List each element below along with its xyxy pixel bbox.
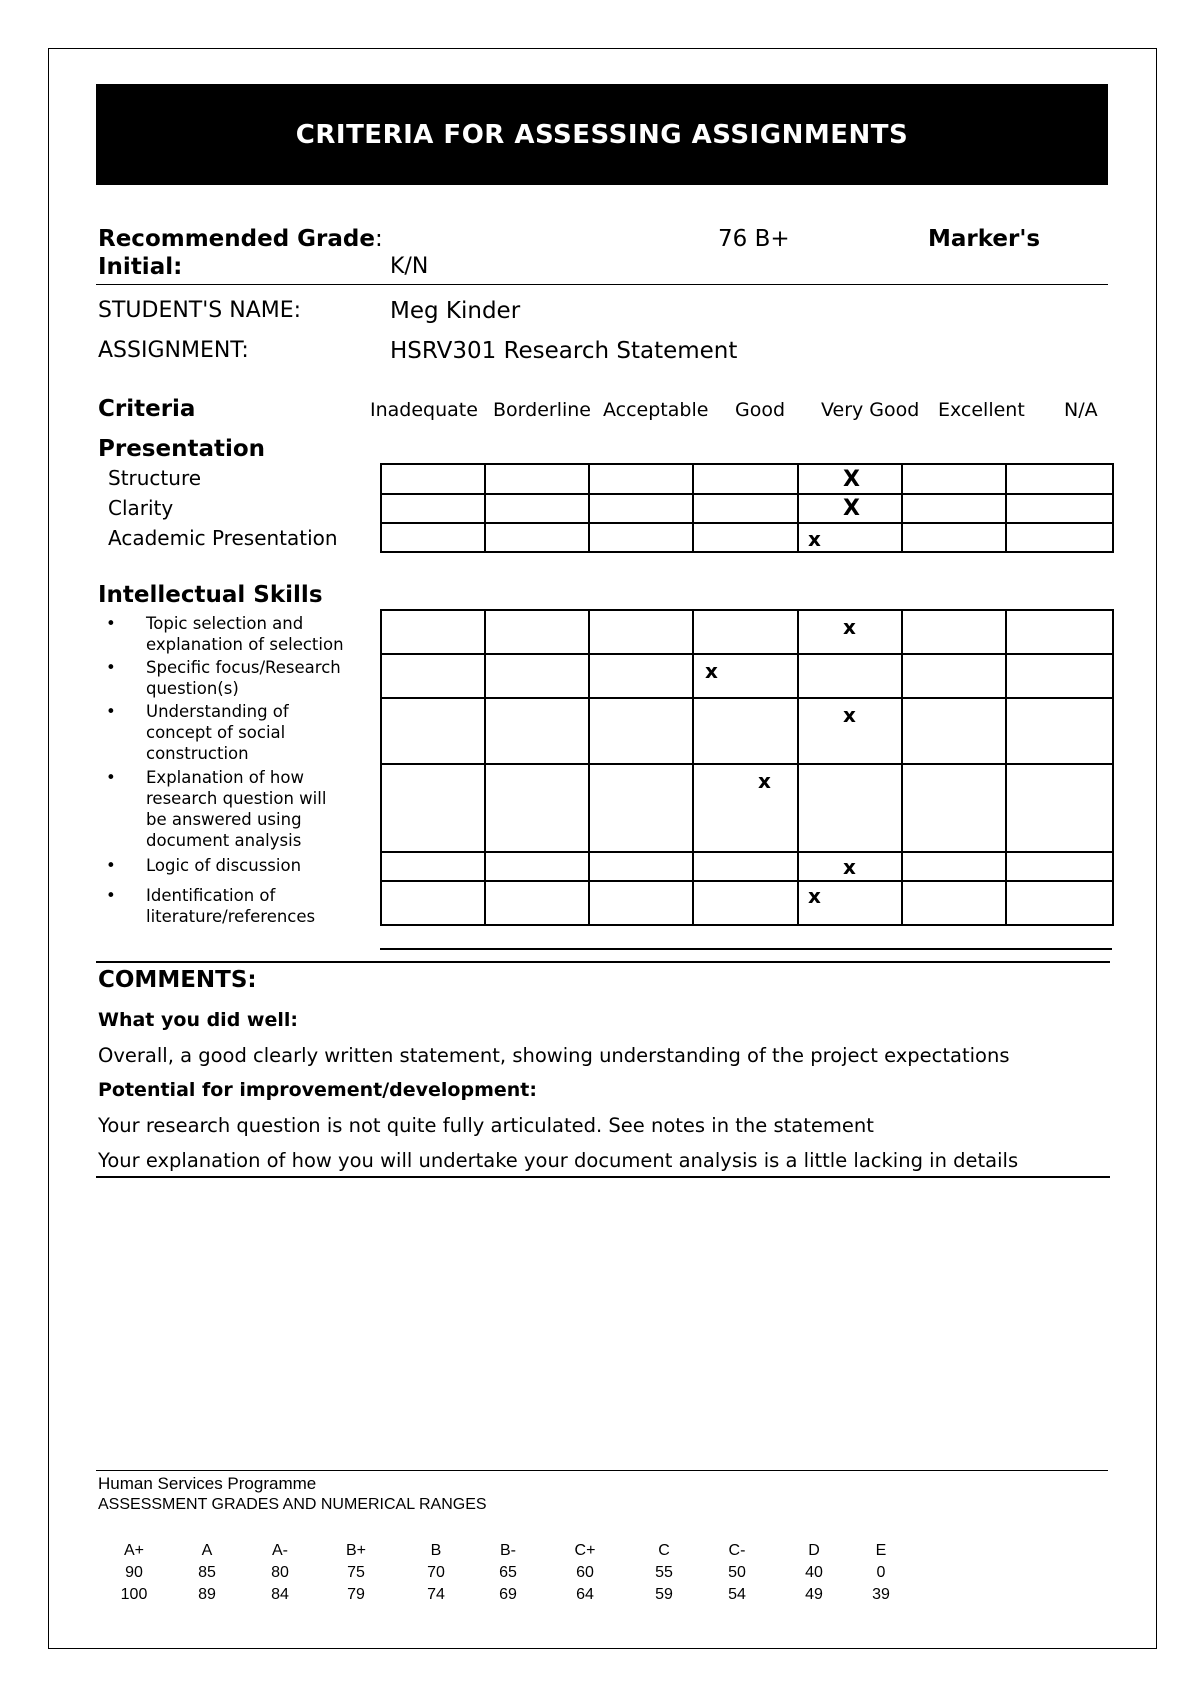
rating-cell[interactable] — [693, 610, 798, 654]
grade-letter: A- — [272, 1542, 288, 1559]
col-head-excellent: Excellent — [938, 399, 1025, 421]
assignment-label: ASSIGNMENT: — [98, 338, 249, 363]
col-head-good: Good — [735, 399, 786, 421]
rating-mark: x — [843, 703, 856, 727]
rating-row — [381, 654, 1113, 698]
rating-cell[interactable] — [798, 852, 902, 881]
intellectual-skills-heading: Intellectual Skills — [98, 582, 323, 608]
improve-label: Potential for improvement/development: — [98, 1079, 537, 1101]
rating-cell[interactable] — [693, 464, 798, 494]
grade-max: 89 — [198, 1586, 216, 1603]
grade-column — [182, 1540, 232, 1606]
rating-cell[interactable] — [902, 852, 1006, 881]
grade-column — [560, 1540, 610, 1606]
intellectual-rating-grid — [380, 609, 1114, 926]
criterion-specific-focus: Specific focus/Research question(s) — [146, 658, 341, 698]
bullet: • — [106, 768, 116, 787]
grade-min: 90 — [125, 1564, 143, 1581]
recommended-grade-colon: : — [375, 226, 383, 252]
bullet: • — [106, 702, 116, 721]
grade-min: 65 — [499, 1564, 517, 1581]
criterion-clarity: Clarity — [108, 496, 174, 520]
rating-cell[interactable] — [693, 494, 798, 523]
grade-max: 100 — [120, 1586, 148, 1603]
rating-cell[interactable] — [902, 523, 1006, 552]
assignment-value: HSRV301 Research Statement — [390, 338, 738, 364]
programme-name: Human Services Programme — [98, 1474, 317, 1493]
rating-cell[interactable] — [589, 698, 693, 764]
grade-column — [639, 1540, 689, 1606]
rating-cell[interactable] — [902, 698, 1006, 764]
rating-mark: x — [705, 659, 718, 683]
rating-cell[interactable] — [381, 464, 485, 494]
grade-letter: C — [658, 1542, 670, 1559]
rating-mark: x — [843, 615, 856, 639]
grade-max: 79 — [347, 1586, 365, 1603]
rating-cell[interactable] — [798, 523, 902, 552]
criteria-heading: Criteria — [98, 396, 196, 422]
rating-row — [381, 764, 1113, 852]
criterion-logic: Logic of discussion — [146, 856, 302, 875]
grade-min: 75 — [347, 1564, 365, 1581]
grade-letter: B+ — [345, 1542, 366, 1559]
rating-mark: x — [758, 769, 771, 793]
recommended-grade-row — [98, 226, 383, 252]
criterion-literature: Identification of literature/references — [146, 886, 316, 926]
grade-letter: E — [875, 1542, 887, 1559]
grade-max: 49 — [805, 1586, 823, 1603]
rating-cell[interactable] — [1006, 610, 1113, 654]
rating-cell[interactable] — [485, 654, 589, 698]
criterion-document-analysis: Explanation of how research question will be answered using document analysis — [146, 768, 327, 850]
rating-row — [381, 698, 1113, 764]
grade-max: 39 — [872, 1586, 890, 1603]
rating-cell[interactable] — [798, 464, 902, 494]
did-well-text: Overall, a good clearly written statement, showing understanding of the project expectations — [98, 1044, 1010, 1067]
col-head-na: N/A — [1064, 399, 1098, 421]
grade-column — [712, 1540, 762, 1606]
rating-cell[interactable] — [589, 494, 693, 523]
grade-letter: B — [430, 1542, 442, 1559]
col-head-acceptable: Acceptable — [603, 399, 709, 421]
rating-cell[interactable] — [485, 881, 589, 925]
rating-cell[interactable] — [902, 881, 1006, 925]
divider — [380, 948, 1112, 950]
rating-cell[interactable] — [381, 610, 485, 654]
improve-line-1: Your research question is not quite fully articulated. See notes in the statement — [98, 1114, 874, 1137]
markers-label: Marker's — [928, 226, 1041, 252]
markers-initial-value: K/N — [390, 254, 429, 279]
rating-cell[interactable] — [381, 852, 485, 881]
rating-cell[interactable] — [798, 698, 902, 764]
rating-mark: x — [843, 855, 856, 879]
footer-rule — [96, 1470, 1108, 1471]
rating-cell[interactable] — [798, 494, 902, 523]
grade-column — [331, 1540, 381, 1606]
grade-letter: D — [808, 1542, 820, 1559]
rating-row — [381, 464, 1113, 494]
rating-cell[interactable] — [902, 764, 1006, 852]
rating-cell[interactable] — [798, 764, 902, 852]
rating-cell[interactable] — [485, 523, 589, 552]
rating-cell[interactable] — [798, 654, 902, 698]
rating-row — [381, 852, 1113, 881]
bullet: • — [106, 658, 116, 677]
grade-column — [789, 1540, 839, 1606]
grade-max: 64 — [576, 1586, 594, 1603]
grade-max: 69 — [499, 1586, 517, 1603]
rating-cell[interactable] — [589, 852, 693, 881]
rating-cell[interactable] — [381, 494, 485, 523]
rating-cell[interactable] — [902, 494, 1006, 523]
rating-cell[interactable] — [1006, 464, 1113, 494]
rating-cell[interactable] — [589, 654, 693, 698]
criterion-academic-presentation: Academic Presentation — [108, 526, 338, 550]
initial-label: Initial: — [98, 254, 183, 280]
grade-max: 84 — [271, 1586, 289, 1603]
grade-min: 55 — [655, 1564, 673, 1581]
grade-column — [109, 1540, 159, 1606]
grade-min: 0 — [876, 1564, 886, 1581]
grade-min: 70 — [427, 1564, 445, 1581]
rating-cell[interactable] — [381, 698, 485, 764]
rating-cell[interactable] — [381, 764, 485, 852]
rating-cell[interactable] — [693, 654, 798, 698]
rating-cell[interactable] — [1006, 764, 1113, 852]
rating-cell[interactable] — [485, 610, 589, 654]
grade-max: 59 — [655, 1586, 673, 1603]
rating-cell[interactable] — [485, 852, 589, 881]
grade-column — [856, 1540, 906, 1606]
student-name-value: Meg Kinder — [390, 298, 521, 324]
form-title: CRITERIA FOR ASSESSING ASSIGNMENTS — [96, 84, 1108, 185]
grade-min: 40 — [805, 1564, 823, 1581]
rating-row — [381, 881, 1113, 925]
rating-cell[interactable] — [798, 881, 902, 925]
criterion-structure: Structure — [108, 466, 202, 490]
rating-cell[interactable] — [1006, 654, 1113, 698]
rating-cell[interactable] — [693, 881, 798, 925]
rating-row — [381, 523, 1113, 552]
rating-cell[interactable] — [589, 610, 693, 654]
grade-max: 54 — [728, 1586, 746, 1603]
recommended-grade-label: Recommended Grade — [98, 226, 375, 252]
grade-letter: A — [201, 1542, 213, 1559]
improve-line-2: Your explanation of how you will undertake your document analysis is a little lacking in details — [98, 1149, 1019, 1172]
rating-cell[interactable] — [693, 764, 798, 852]
rating-cell[interactable] — [589, 464, 693, 494]
rating-cell[interactable] — [902, 654, 1006, 698]
grade-column — [255, 1540, 305, 1606]
bullet: • — [106, 856, 116, 875]
grade-min: 50 — [728, 1564, 746, 1581]
rating-cell[interactable] — [798, 610, 902, 654]
grade-letter: A+ — [123, 1542, 144, 1559]
rating-cell[interactable] — [485, 698, 589, 764]
rating-cell[interactable] — [589, 764, 693, 852]
rating-cell[interactable] — [589, 881, 693, 925]
grade-max: 74 — [427, 1586, 445, 1603]
rating-row — [381, 610, 1113, 654]
rating-cell[interactable] — [1006, 523, 1113, 552]
bullet: • — [106, 614, 116, 633]
grade-letter: C- — [728, 1542, 746, 1559]
rating-cell[interactable] — [485, 494, 589, 523]
rating-cell[interactable] — [381, 523, 485, 552]
col-head-borderline: Borderline — [493, 399, 591, 421]
criterion-social-construction: Understanding of concept of social construction — [146, 702, 289, 763]
divider — [96, 1176, 1110, 1178]
presentation-rating-grid — [380, 463, 1114, 553]
col-head-inadequate: Inadequate — [370, 399, 478, 421]
recommended-grade-value: 76 B+ — [718, 226, 790, 252]
divider — [96, 961, 1110, 963]
rating-cell[interactable] — [485, 764, 589, 852]
did-well-label: What you did well: — [98, 1009, 298, 1031]
rating-cell[interactable] — [1006, 698, 1113, 764]
presentation-heading: Presentation — [98, 436, 266, 462]
rating-row — [381, 494, 1113, 523]
rating-cell[interactable] — [1006, 852, 1113, 881]
rating-cell[interactable] — [902, 464, 1006, 494]
rating-mark: x — [808, 527, 821, 551]
grade-min: 80 — [271, 1564, 289, 1581]
grade-ranges-title: ASSESSMENT GRADES AND NUMERICAL RANGES — [98, 1496, 487, 1513]
grade-min: 60 — [576, 1564, 594, 1581]
grade-letter: B- — [500, 1542, 516, 1559]
rating-cell[interactable] — [693, 852, 798, 881]
col-head-very-good: Very Good — [821, 399, 920, 421]
grade-column — [483, 1540, 533, 1606]
rating-cell[interactable] — [589, 523, 693, 552]
rating-mark: x — [808, 884, 821, 908]
rating-cell[interactable] — [381, 654, 485, 698]
grade-column — [411, 1540, 461, 1606]
rating-cell[interactable] — [1006, 494, 1113, 523]
divider — [96, 284, 1108, 285]
rating-cell[interactable] — [381, 881, 485, 925]
criterion-topic-selection: Topic selection and explanation of selection — [146, 614, 344, 654]
comments-heading: COMMENTS: — [98, 967, 257, 993]
rating-cell[interactable] — [1006, 881, 1113, 925]
rating-cell[interactable] — [693, 523, 798, 552]
rating-cell[interactable] — [902, 610, 1006, 654]
rating-mark: X — [843, 496, 860, 521]
student-name-label: STUDENT'S NAME: — [98, 298, 302, 323]
grade-letter: C+ — [574, 1542, 596, 1559]
bullet: • — [106, 886, 116, 905]
rating-cell[interactable] — [693, 698, 798, 764]
rating-mark: X — [843, 467, 860, 492]
grade-min: 85 — [198, 1564, 216, 1581]
rating-cell[interactable] — [485, 464, 589, 494]
